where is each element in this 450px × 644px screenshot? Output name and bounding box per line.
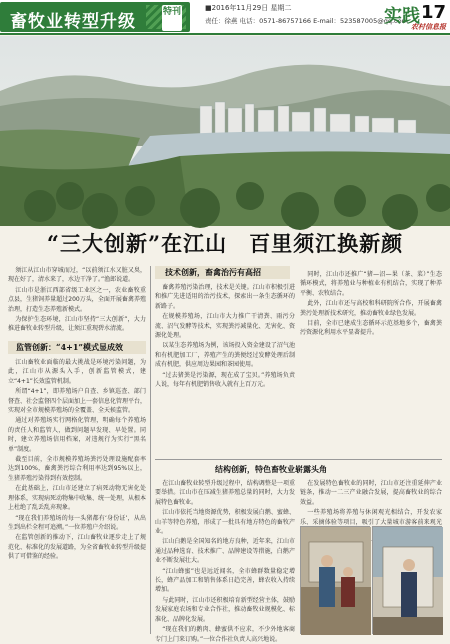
masthead-rule (0, 33, 450, 35)
section-b-paragraph: 同时，江山市还推广“猪—沼—果（茶、菜）”生态循环模式，将养殖业与种植业有机结合，实现了种养平衡、农牧结合。 (300, 271, 442, 297)
section-b-paragraph: 畜禽养殖污染治理，技术是关键。江山市积极引进和推广先进适用的治污技术，探索出一条生态循环的新路子。 (155, 284, 295, 310)
section-c-paragraph: 江山白鹅是全国知名的地方良种，近年来，江山市通过品种选育、技术推广、品牌建设等措施，白鹅产业不断发展壮大。 (155, 538, 295, 565)
section-b-body-left (155, 283, 295, 455)
newspaper-name: 农村信息报 (411, 23, 446, 31)
farm-photo-left-illustration (301, 527, 371, 635)
section-c-paragraph: 与此同时，江山市还积极培育新型经营主体，鼓励发展家庭农场和专业合作社，推动畜牧业规模化、标准化、品牌化发展。 (155, 596, 295, 623)
section-a-paragraph: 通过对养殖场实行网格化管理，明确每个养殖场的责任人和监管人，做到问题早发现、早处置。同时，建立养殖场信用档案，对违规行为实行“黑名单”制度。 (8, 417, 146, 453)
section-c-paragraph: 江山市依托当地资源优势，积极发展白鹅、蜜蜂、山羊等特色养殖，形成了一批具有地方特色的畜牧产业。 (155, 509, 295, 536)
section-c-paragraph: “江山蜂蜜”也是远近闻名，全市蜂群数量稳定增长，蜂产品加工和销售体系日趋完善，蜂农收入持续增加。 (155, 567, 295, 594)
section-b-heading: 技术创新，畜禽治污有高招 (165, 267, 261, 277)
section-c-heading: 结构创新，特色畜牧业崭露头角 (215, 464, 327, 474)
section-b-body-right (300, 270, 442, 455)
section-d-paragraph: 一些养殖场将养殖与休闲观光相结合，开发农家乐、采摘体验等项目，吸引了大量城市游客前来观光 (300, 509, 442, 526)
farm-photo-right (372, 526, 442, 634)
masthead (0, 0, 450, 34)
section-a-paragraph: “现在我们养殖场的每一头猪都有‘身份证’，从出生到出栏全程可追溯。”一位养殖户介绍说。 (8, 514, 146, 531)
masthead-banner (0, 2, 190, 32)
farm-photo-left (300, 526, 370, 634)
section-rule (155, 459, 442, 460)
section-d-paragraph: 在发展特色畜牧业的同时，江山市还注重延伸产业链条，推动一二三产业融合发展，提高畜牧业的综合效益。 (300, 480, 442, 506)
section-b-paragraph: 在规模养殖场，江山市大力推广干清粪、雨污分流、沼气发酵等技术，实现粪污减量化、无害化、资源化处理。 (155, 313, 295, 340)
intro-paragraph: 为保护生态环境，江山市坚持“三大创新”，大力推进畜牧业转型升级，让须江重现碧水清流。 (8, 316, 146, 333)
river-city-illustration (0, 36, 450, 226)
section-a-body (8, 358, 146, 634)
section-b-paragraph: 目前，全市已建成生态循环示范基地多个，畜禽粪污资源化利用水平显著提升。 (300, 320, 442, 337)
section-a-paragraph: 在此基础上，江山市还建立了病死动物无害化处理体系，实现病死动物集中收集、统一处理，从根本上杜绝了乱丢乱弃现象。 (8, 485, 147, 512)
column-divider (150, 266, 151, 634)
special-issue-tag: 特刊 (162, 5, 182, 31)
section-c-paragraph: “现在我们的鹅肉、蜂蜜供不应求，不少外地客商专门上门来订购。”一位合作社负责人高兴地说。 (155, 626, 295, 643)
intro-column (8, 266, 146, 336)
section-b-paragraph: 以某生态养殖场为例，该场投入资金建设了沼气池和有机肥加工厂，养殖产生的粪便经过发酵处理后制成有机肥，供应周边果园和茶园使用。 (155, 342, 295, 369)
section-a-paragraph: 在监管创新的推动下，江山畜牧业逐步走上了规范化、标准化的发展道路，为全省畜牧业转型升级提供了可借鉴的经验。 (8, 534, 147, 561)
section-a-heading: 监管创新：“4+1”模式显成效 (16, 342, 124, 352)
intro-paragraph: 须江从江山市穿城而过，“以前须江水又脏又臭，现在好了，清水来了，水边干净了。”渔郎说道。 (8, 267, 146, 284)
section-a-paragraph: 江山畜牧业面临的最大挑战是环境污染问题，为此，江山市从源头入手，创新监管模式，建立“4+1”长效监管机制。 (8, 359, 146, 385)
intro-paragraph: 江山市是浙江西部省级工业区之一，农业畜牧重点县，生猪饲养量超过200万头，全面开展畜禽养殖治理，打造生态养殖新模式。 (8, 286, 146, 313)
page-section-name: 实践 (384, 6, 420, 27)
masthead-right (360, 2, 450, 32)
section-b-paragraph: “过去猪粪是污染源，现在成了宝贝。”养殖场负责人说，每年有机肥销售收入就有上百万元。 (155, 371, 295, 389)
editor-contact: 责任：徐燕 电话：0571-86757166 E-mail：523587005@qq.com (205, 17, 408, 25)
page-number: 17 (420, 2, 446, 23)
section-d-body (300, 479, 442, 526)
section-c-body (155, 479, 295, 643)
issue-date: ■2016年11月29日 星期二 (205, 4, 292, 12)
section-title: 畜牧业转型升级 (10, 12, 136, 32)
main-headline: “三大创新”在江山 百里须江换新颜 (46, 231, 404, 256)
farm-photo-right-illustration (373, 527, 443, 635)
section-c-paragraph: 在江山畜牧业转型升级过程中，结构调整是一项重要举措。江山市在压减生猪养殖总量的同时，大力发展特色畜牧业。 (155, 480, 295, 506)
section-a-paragraph: 所谓“4+1”，即养殖场户自查、乡镇巡查、部门督查、社会监督四个层面加上一套信息化管理平台，实现对全市规模养殖场的全覆盖、全天候监管。 (8, 388, 147, 415)
section-a-paragraph: 截至目前，全市规模养殖场粪污处理设施配套率达到100%，畜禽粪污综合利用率达到95%以上，生猪养殖污染得到有效控制。 (8, 456, 146, 482)
section-b-paragraph: 此外，江山市还与高校和科研院所合作，开展畜禽粪污处理新技术研究，推动畜牧业绿色发展。 (300, 300, 442, 317)
river-city-photo (0, 36, 450, 226)
